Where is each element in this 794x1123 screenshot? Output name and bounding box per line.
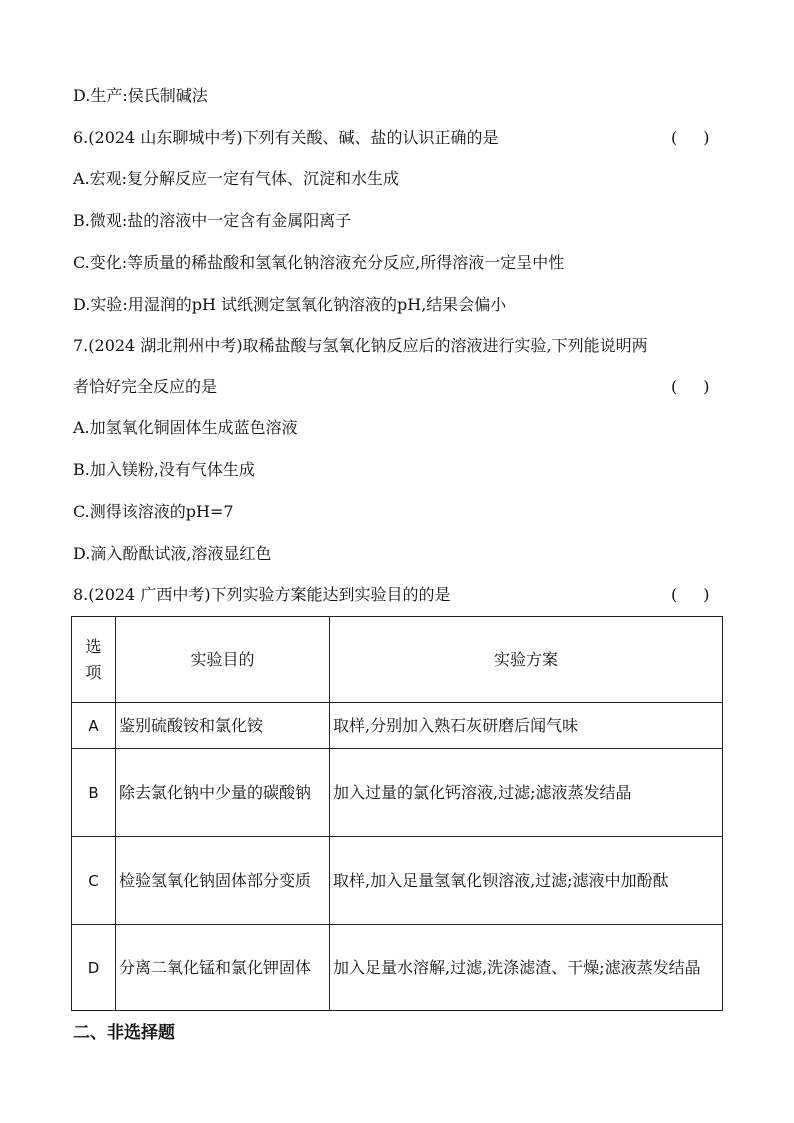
- table-header-row: [72, 617, 723, 703]
- row-option: A: [72, 703, 116, 749]
- row-purpose: 除去氯化钠中少量的碳酸钠: [116, 749, 330, 837]
- row-option: D: [72, 925, 116, 1011]
- q7-option-d: D.滴入酚酞试液,溶液显红色: [73, 544, 272, 563]
- header-purpose: 实验目的: [116, 617, 330, 703]
- q7-stem-line2: 者恰好完全反应的是: [73, 377, 218, 396]
- row-purpose: 鉴别硫酸铵和氯化铵: [116, 703, 330, 749]
- table-row: [72, 749, 723, 837]
- table-row: [72, 703, 723, 749]
- q7-option-c: C.测得该溶液的pH=7: [73, 502, 234, 521]
- q7-option-b: B.加入镁粉,没有气体生成: [73, 460, 255, 479]
- q8-stem: 8.(2024 广西中考)下列实验方案能达到实验目的的是: [73, 585, 451, 604]
- row-plan: 加入过量的氯化钙溶液,过滤;滤液蒸发结晶: [330, 749, 723, 837]
- paren-close: ): [703, 128, 710, 147]
- row-purpose: 检验氢氧化钠固体部分变质: [116, 837, 330, 925]
- table-row: [72, 925, 723, 1011]
- row-purpose: 分离二氧化锰和氯化钾固体: [116, 925, 330, 1011]
- q5-option-d: D.生产:侯氏制碱法: [73, 86, 208, 105]
- paren-close: ): [703, 585, 710, 604]
- header-option: 选项: [72, 617, 116, 703]
- q6-option-c: C.变化:等质量的稀盐酸和氢氧化钠溶液充分反应,所得溶液一定呈中性: [73, 253, 565, 272]
- q7-option-a: A.加氢氧化铜固体生成蓝色溶液: [73, 418, 298, 437]
- paren-open: (: [671, 377, 678, 396]
- q8-answer-bracket[interactable]: [671, 584, 710, 606]
- row-option: C: [72, 837, 116, 925]
- q6-option-a: A.宏观:复分解反应一定有气体、沉淀和水生成: [73, 169, 400, 188]
- q6-option-d: D.实验:用湿润的pH 试纸测定氢氧化钠溶液的pH,结果会偏小: [73, 295, 507, 314]
- paren-close: ): [703, 377, 710, 396]
- section-title: 二、非选择题: [73, 1023, 175, 1043]
- q7-stem-line1: 7.(2024 湖北荆州中考)取稀盐酸与氢氧化钠反应后的溶液进行实验,下列能说明两: [73, 336, 648, 355]
- q6-answer-bracket[interactable]: [671, 127, 710, 149]
- q6-option-b: B.微观:盐的溶液中一定含有金属阳离子: [73, 211, 352, 230]
- q8-options-table: [71, 616, 723, 1011]
- table-row: [72, 837, 723, 925]
- row-plan: 取样,加入足量氢氧化钡溶液,过滤;滤液中加酚酞: [330, 837, 723, 925]
- row-plan: 加入足量水溶解,过滤,洗涤滤渣、干燥;滤液蒸发结晶: [330, 925, 723, 1011]
- q6-stem: 6.(2024 山东聊城中考)下列有关酸、碱、盐的认识正确的是: [73, 128, 499, 147]
- paren-open: (: [671, 585, 678, 604]
- header-plan: 实验方案: [330, 617, 723, 703]
- row-option: B: [72, 749, 116, 837]
- q7-answer-bracket[interactable]: [671, 376, 710, 398]
- row-plan: 取样,分别加入熟石灰研磨后闻气味: [330, 703, 723, 749]
- paren-open: (: [671, 128, 678, 147]
